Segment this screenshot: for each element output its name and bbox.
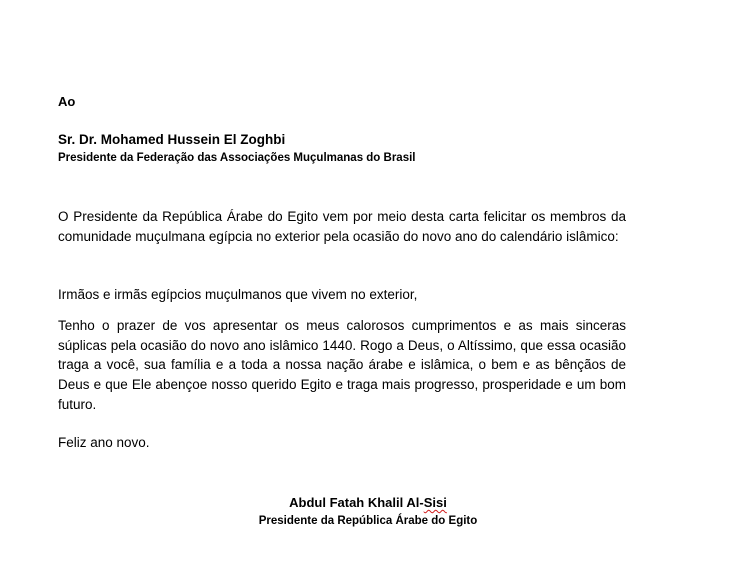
signature-name-main: Abdul Fatah Khalil Al- [289,495,424,510]
closing-line: Feliz ano novo. [58,435,150,450]
signature-block [168,493,568,530]
signature-title: Presidente da República Árabe do Egito [258,515,478,527]
message-paragraph: Tenho o prazer de vos apresentar os meus calorosos cumprimentos e as mais sinceras súplicas pela ocasião do novo ano islâmico 1440. Rogo a Deus, o Altíssimo, que essa ocasião traga a você, sua família e a toda a nossa nação árabe e islâmica, o bem e as bênçãos de Deus e que Ele abençoe nosso querido Egito e traga mais progresso, prosperidade e um bom futuro. [58,318,626,412]
greeting: Ao [58,94,76,109]
recipient-name: Sr. Dr. Mohamed Hussein El Zoghbi [58,132,286,147]
signature-surname: Sisi [423,495,447,510]
salutation: Irmãos e irmãs egípcios muçulmanos que vivem no exterior, [58,287,418,302]
recipient-title: Presidente da Federação das Associações Muçulmanas do Brasil [58,152,416,164]
intro-paragraph: O Presidente da República Árabe do Egito vem por meio desta carta felicitar os membros da comunidade muçulmana egípcia no exterior pela ocasião do novo ano do calendário islâmico: [58,209,626,244]
signature-name [168,493,568,513]
